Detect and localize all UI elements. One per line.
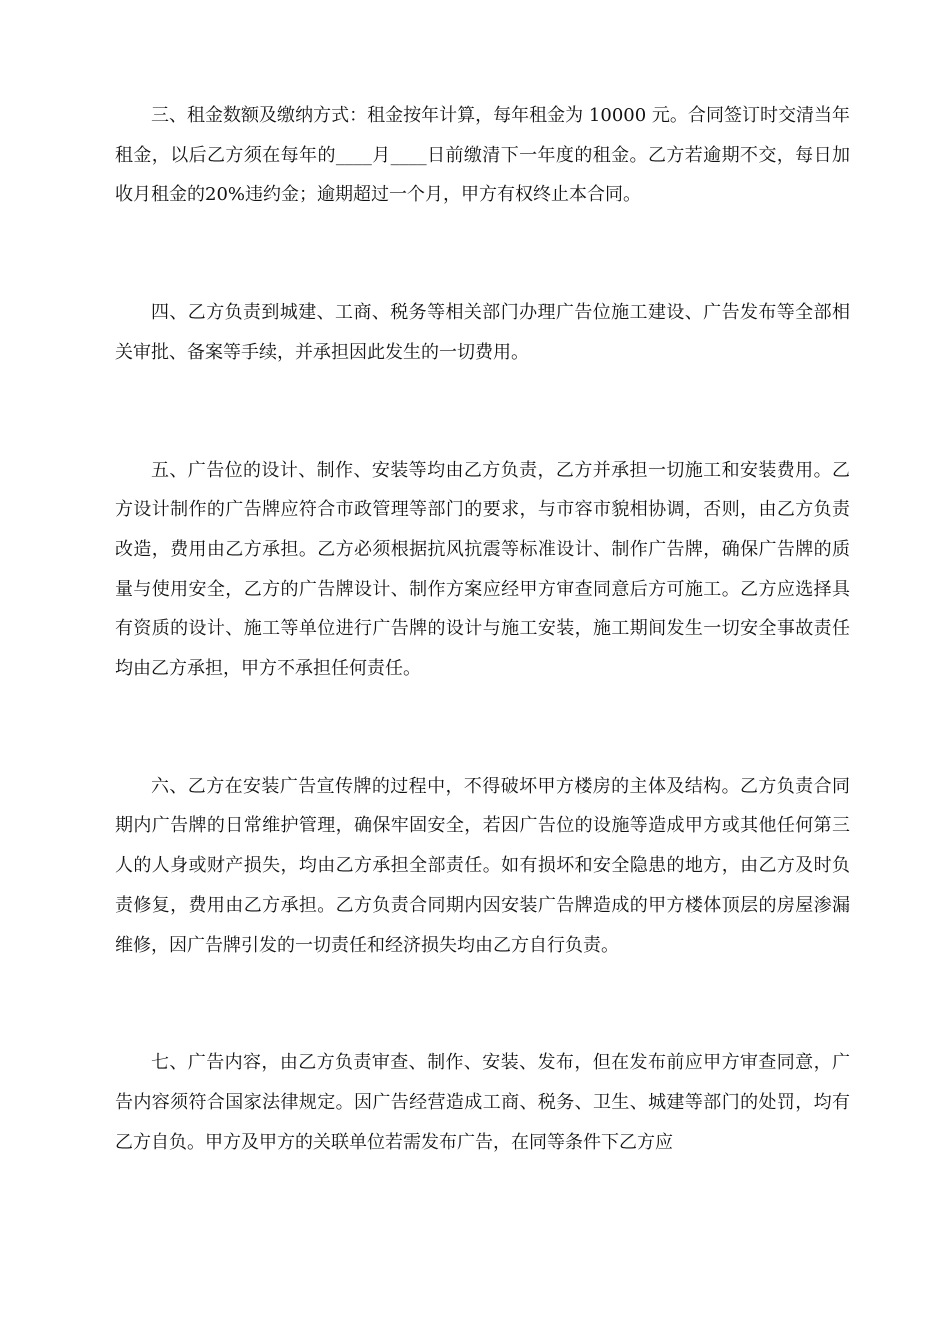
clause-7-ad-content: 七、广告内容，由乙方负责审查、制作、安装、发布，但在发布前应甲方审查同意，广告内容须符合国家法律规定。因广告经营造成工商、税务、卫生、城建等部门的处罚，均有乙方自负。甲方及甲方的关联单位若需发布广告，在同等条件下乙方应 [115,1052,850,1153]
contract-page [115,96,850,1162]
clause-5-design-installation: 五、广告位的设计、制作、安装等均由乙方负责，乙方并承担一切施工和安装费用。乙方设计制作的广告牌应符合市政管理等部门的要求，与市容市貌相协调，否则，由乙方负责改造，费用由乙方承担。乙方必须根据抗风抗震等标准设计、制作广告牌，确保广告牌的质量与使用安全，乙方的广告牌设计、制作方案应经甲方审查同意后方可施工。乙方应选择具有资质的设计、施工等单位进行广告牌的设计与施工安装，施工期间发生一切安全事故责任均由乙方承担，甲方不承担任何责任。 [115,459,850,680]
clause-4-approvals: 四、乙方负责到城建、工商、税务等相关部门办理广告位施工建设、广告发布等全部相关审批、备案等手续，并承担因此发生的一切费用。 [115,302,850,363]
clause-3-rent-payment: 三、租金数额及缴纳方式：租金按年计算，每年租金为 10000 元。合同签订时交清当年租金，以后乙方须在每年的____月____日前缴清下一年度的租金。乙方若逾期不交，每日加收月租金的20%违约金；逾期超过一个月，甲方有权终止本合同。 [115,105,850,206]
clause-6-maintenance-liability: 六、乙方在安装广告宣传牌的过程中，不得破坏甲方楼房的主体及结构。乙方负责合同期内广告牌的日常维护管理，确保牢固安全，若因广告位的设施等造成甲方或其他任何第三人的人身或财产损失，均由乙方承担全部责任。如有损坏和安全隐患的地方，由乙方及时负责修复，费用由乙方承担。乙方负责合同期内因安装广告牌造成的甲方楼体顶层的房屋渗漏维修，因广告牌引发的一切责任和经济损失均由乙方自行负责。 [115,775,850,956]
